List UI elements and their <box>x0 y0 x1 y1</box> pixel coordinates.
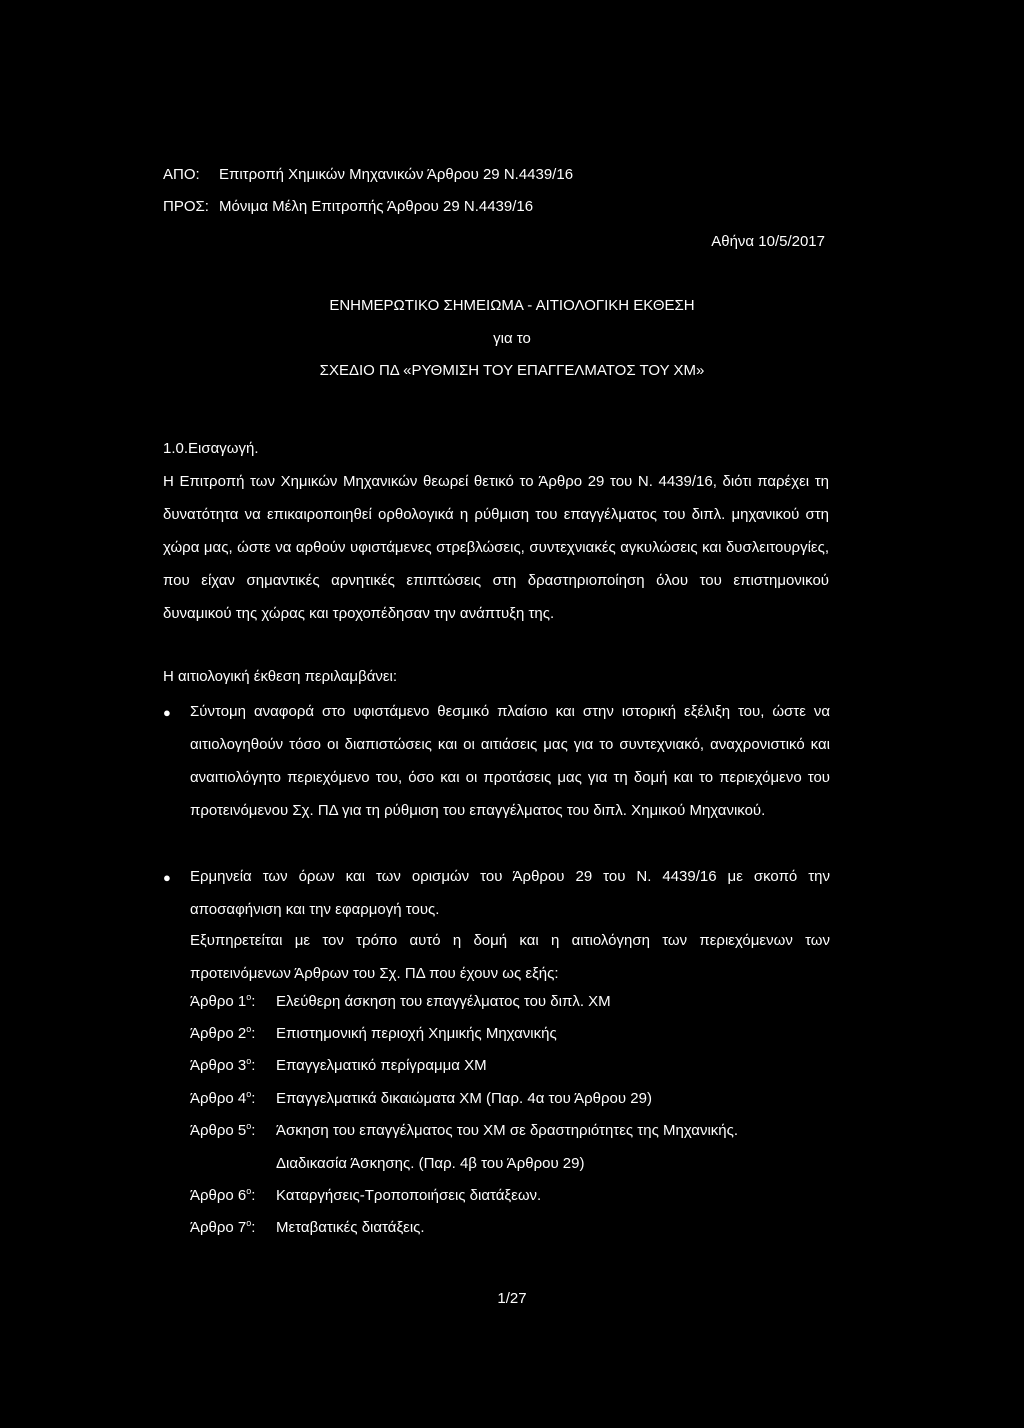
to-line <box>163 198 533 215</box>
article-row <box>190 1052 487 1080</box>
article-title: Ελεύθερη άσκηση του επαγγέλματος του διπλ. ΧΜ <box>276 993 611 1010</box>
article-row <box>190 988 611 1016</box>
article-row <box>190 1182 541 1210</box>
from-line <box>163 166 573 183</box>
article-number: Άρθρο $6^o$: <box>190 1186 256 1204</box>
article-title: Μεταβατικές διατάξεις. <box>276 1219 425 1236</box>
title-line-2: για το <box>493 330 531 347</box>
title-line-3: ΣΧΕΔΙΟ ΠΔ «ΡΥΘΜΙΣΗ ΤΟΥ ΕΠΑΓΓΕΛΜΑΤΟΣ ΤΟΥ ΧΜ» <box>319 362 705 379</box>
article-row <box>190 1020 557 1048</box>
from-value: Επιτροπή Χημικών Μηχανικών Άρθρου 29 Ν.4439/16 <box>219 166 574 183</box>
article-row <box>190 1214 425 1242</box>
article-title-continued: Διαδικασία Άσκησης. (Παρ. 4β του Άρθρου 29) <box>276 1155 585 1172</box>
article-number: Άρθρο $7^o$: <box>190 1218 256 1236</box>
intro-paragraph: Η Επιτροπή των Χημικών Μηχανικών θεωρεί θετικό το Άρθρο 29 του Ν. 4439/16, διότι παρέχει τη δυνατότητα να επικαιροποιηθεί ορθολογικά η ρύθμιση του επαγγέλματος του διπλ. μηχανικού στη χώρα μας, ώστε να αρθούν υφιστάμενες στρεβλώσεις, συντεχνιακές αγκυλώσεις και δυσλειτουργίες, που είχαν σημαντικές αρνητικές επιπτώσεις στη δραστηριοποίηση όλου του επιστημονικού δυναμικού της χώρας και τροχοπέδησαν την ανάπτυξη της. <box>163 473 829 622</box>
article-number: Άρθρο $5^o$: <box>190 1121 256 1139</box>
title-line-1: ΕΝΗΜΕΡΩΤΙΚΟ ΣΗΜΕΙΩΜΑ - ΑΙΤΙΟΛΟΓΙΚΗ ΕΚΘΕΣΗ <box>329 297 695 314</box>
date: Αθήνα 10/5/2017 <box>711 233 825 250</box>
article-title: Άσκηση του επαγγέλματος του ΧΜ σε δραστηριότητες της Μηχανικής. <box>276 1122 739 1139</box>
from-label: ΑΠΟ: <box>163 166 200 183</box>
section-heading: 1.0.Εισαγωγή. <box>163 440 259 457</box>
serves-paragraph: Εξυπηρετείται με τον τρόπο αυτό η δομή και η αιτιολόγηση των περιεχόμενων των προτεινόμενων Άρθρων του Σχ. ΠΔ που έχουν ως εξής: <box>190 932 830 982</box>
to-value: Μόνιμα Μέλη Επιτροπής Άρθρου 29 Ν.4439/16 <box>219 198 534 215</box>
bullet-item: Ερμηνεία των όρων και των ορισμών του Άρθρου 29 του Ν. 4439/16 με σκοπό την αποσαφήνιση και την εφαρμογή τους. <box>190 868 830 918</box>
article-title: Επιστημονική περιοχή Χημικής Μηχανικής <box>276 1025 557 1042</box>
includes-line: Η αιτιολογική έκθεση περιλαμβάνει: <box>163 668 398 685</box>
bullet-icon: ● <box>163 870 171 885</box>
page-number: 1/27 <box>497 1290 527 1307</box>
article-number: Άρθρο $3^o$: <box>190 1056 256 1074</box>
to-label: ΠΡΟΣ: <box>163 198 209 215</box>
article-title: Επαγγελματικό περίγραμμα ΧΜ <box>276 1057 487 1074</box>
bullet-item: Σύντομη αναφορά στο υφιστάμενο θεσμικό πλαίσιο και στην ιστορική εξέλιξη του, ώστε να αιτιολογηθούν τόσο οι διαπιστώσεις και οι αιτιάσεις μας για το συντεχνιακό, αναχρονιστικό και αναιτιολόγητο περιεχόμενο του, όσο και οι προτάσεις μας για τη δομή και το περιεχόμενο του προτεινόμενου Σχ. ΠΔ για τη ρύθμιση του επαγγέλματος του διπλ. Χημικού Μηχανικού. <box>190 703 830 819</box>
article-number: Άρθρο $4^o$: <box>190 1089 256 1107</box>
article-number: Άρθρο $2^o$: <box>190 1024 256 1042</box>
bullet-icon: ● <box>163 705 171 720</box>
article-row <box>190 1085 652 1113</box>
article-title: Επαγγελματικά δικαιώματα ΧΜ (Παρ. 4α του Άρθρου 29) <box>276 1090 652 1107</box>
article-title: Καταργήσεις-Τροποποιήσεις διατάξεων. <box>276 1187 542 1204</box>
article-number: Άρθρο $1^o$: <box>190 992 256 1010</box>
article-row <box>190 1117 738 1145</box>
